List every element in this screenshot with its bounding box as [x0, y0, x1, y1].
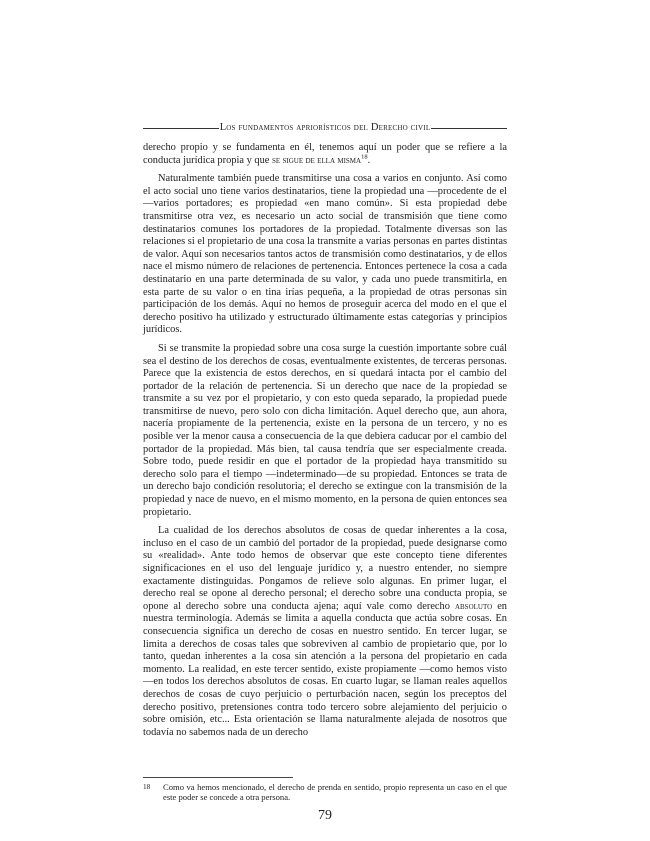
footnote-text: Como va hemos mencionado, el derecho de prenda en sentido, propio representa un caso en el que este poder se concede a otra persona. [163, 782, 507, 803]
page-number: 79 [318, 808, 332, 823]
footnote-rule [143, 777, 293, 778]
running-header-title: Los fundamentos apriorísticos del Derecho civil [219, 121, 431, 133]
paragraph-4-rest: en nuestra terminología. Además se limita a aquella conducta que actúa sobre cosas. En consecuencia significa un derecho de cosas en nuestro sentido. En tercer lugar, se limita a derechos de cosas tales que sobreviven al cambio de propietario que, por lo tanto, quedan inherentes a la cosa sin atención a la persona del propietario en cada momento. La realidad, en este tercer sentido, existe propiamente —como hemos visto—en todos los derechos absolutos de cosas. En cuarto lugar, se llaman reales aquellos derechos de cosas de cuyo perjuicio o perturbación nacen, según los preceptos del derecho positivo, pretensiones contra todo tercero sobre alejamiento del perjuicio o sobre omisión, etc... Esta orientación se llama naturalmente alejada de nosotros que todavía no sabemos nada de un derecho [143, 600, 507, 738]
header-rule-left [143, 128, 219, 129]
body-text [143, 142, 507, 745]
footnote [143, 782, 507, 802]
paragraph-2: Naturalmente también puede transmitirse una cosa a varios en conjunto. Así como el acto social uno tiene varios destinatarios, tiene la propiedad una —procedente de el—varios portadores; es propiedad «en mano común». Si esta propiedad debe transmitirse otra vez, es necesario un acto social de transmisión que tiene como destinatarios comunes los portadores de la propiedad. Totalmente diversas son las relaciones si el propietario de una cosa la transmite a varias personas en partes distintas de valor. Aquí son necesarios tantos actos de transmisión como destinatarios, y de ellos nace el mismo número de relaciones de pertenencia. Entonces pertenece la cosa a cada destinatario en una parte determinada de su valor, y cada uno puede transmitirla, en esta parte de su valor o en tina irías pequeña, a la propiedad de otras personas sin participación de los demás. Aquí no hemos de proseguir acerca del modo en el que el derecho positivo ha utilizado y estructurado últimamente estas categorías y principios jurídicos. [143, 173, 507, 336]
paragraph-4-smallcaps: absoluto [454, 601, 493, 612]
footnote-number: 18 [143, 783, 151, 791]
paragraph-4-text: La cualidad de los derechos absolutos de cosas de quedar inherentes a la cosa, incluso en el caso de un cambió del portador de la propiedad, puede designarse como su «realidad». Ante todo hemos de observar que este concepto tiene diferentes significaciones en el uso del lenguaje jurídico y, a nuestro entender, no siempre exactamente distinguidas. Pongamos de relieve solo algunas. En primer lugar, el derecho real se opone al derecho personal; el derecho sobre una conducta propia, se opone al derecho sobre una conducta ajena; aquí vale como derecho [143, 525, 507, 612]
paragraph-continuation [143, 142, 507, 167]
paragraph-4 [143, 525, 507, 739]
header-rule-right [431, 128, 507, 129]
paragraph-1-end: . [367, 154, 371, 166]
paragraph-1-smallcaps: se sigue de ella misma [271, 155, 362, 166]
paragraph-1-text: derecho propio y se fundamenta en él, tenemos aquí un poder que se refiere a la conducta jurídica propia y que [143, 142, 507, 166]
paragraph-3: Si se transmite la propiedad sobre una cosa surge la cuestión importante sobre cuál sea el destino de los derechos de cosas, eventualmente existentes, de terceras personas. Parece que la existencia de estos derechos, en sí quedará intacta por el cambio del portador de la relación de pertenencia. Si un derecho que nace de la propiedad se transmite a su vez por el propietario, y con esto queda separado, la propiedad puede transmitirse de nuevo, pero solo con dicha limitación. Aquel derecho que, aun ahora, nacería propiamente de la pertenencia, existe en la persona de un tercero, y no es posible ver la menor causa a consecuencia de la que debiera caducar por el cambio del portador de la propiedad. Más bien, tal causa tendría que ser especialmente creada. Sobre todo, puede residir en que el portador de la propiedad haya transmitido su derecho solo para el tiempo —indeterminado—de su propiedad. Entonces se trata de un derecho bajo condición resolutoria; el derecho se extingue con la transmisión de la propiedad y nace de nuevo, en el mismo momento, en la persona de quien entonces sea propietario. [143, 342, 507, 518]
footnote-ref: 18 [361, 153, 368, 161]
running-header [143, 120, 507, 134]
